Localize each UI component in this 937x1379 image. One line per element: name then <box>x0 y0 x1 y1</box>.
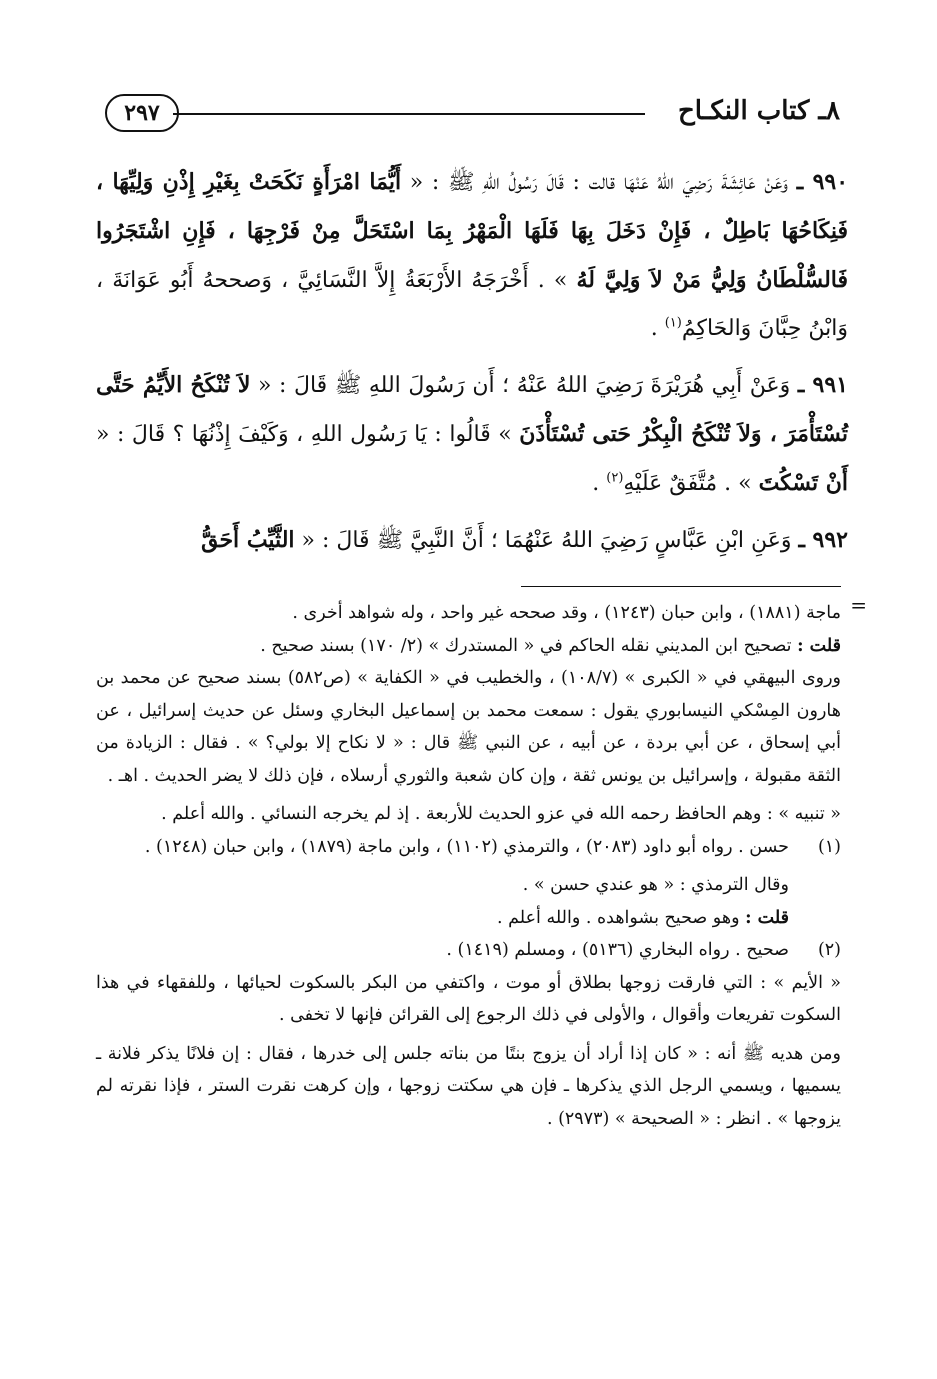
footnote-2 <box>96 934 841 967</box>
note-text: تصحيح ابن المديني نقله الحاكم في « المستدرك » (٢/ ١٧٠) بسند صحيح . <box>260 635 798 656</box>
footnote-para: ماجة (١٨٨١) ، وابن حبان (١٢٤٣) ، وقد صححه غير واحد ، وله شواهد أخرى . <box>292 603 841 623</box>
main-text <box>96 158 848 573</box>
page-header <box>105 92 840 142</box>
hadith-intro: وَعَنْ عَائِشَةَ رَضِيَ اللهُ عَنْهَا قالت : قَالَ رَسُولُ اللهِ ﷺ : « <box>401 170 797 195</box>
footnote-para: « تنبيه » : وهم الحافظ رحمه الله في عزو الحديث للأربعة . إذ لم يخرجه النسائي . والله أعلم . <box>161 804 841 824</box>
footnote-para: صحيح . رواه البخاري (٥١٣٦) ، ومسلم (١٤١٩) . <box>446 940 789 960</box>
footnote-number: (٢) <box>817 940 841 960</box>
hadith-text: أَيُّمَا امْرَأَةٍ نَكَحَتْ بِغَيْرِ إِذْنِ وَلِيِّهَا ، فَنِكَاحُهَا بَاطِلٌ ، فَإِنْ دَخَلَ بِهَا فَلَهَا الْمَهْرُ بِمَا اسْتَحَلَّ مِنْ فَرْجِهَا ، فَإِنِ اشْتَجَرُوا فَالسُّلْطَانُ وَلِيُّ مَنْ لاَ وَلِيَّ لَهُ <box>96 169 849 293</box>
page-number: ٢٩٧ <box>105 94 179 132</box>
hadith-end: . <box>650 316 665 341</box>
footnote-para <box>96 630 841 663</box>
hadith-text: لاَ تُنْكَحُ الأَيِّمُ حَتَّى تُسْتَأْمَرَ ، وَلاَ تُنْكَحُ الْبِكْرُ حَتى تُسْتَأْذَنَ <box>96 372 848 447</box>
footnote-ref: (١) <box>664 315 682 331</box>
header-rule <box>173 113 645 115</box>
hadith-text: الثَّيِّبُ أَحَقُّ <box>201 527 295 553</box>
footnote-number: (١) <box>817 836 841 857</box>
footnote-ref: (٢) <box>606 470 624 486</box>
footnotes <box>96 597 841 1135</box>
footnote-1 <box>96 831 841 935</box>
hadith-outro: » . أَخْرَجَهُ الأَرْبَعَةُ إِلاَّ النَّسَائِيَّ ، وَصححهُ أَبُو عَوَانَةَ ، وَابْنُ حِبَّانَ وَالحَاكِمُ <box>96 268 848 341</box>
note-label: قلت : <box>745 907 789 928</box>
footnote-para: وروى البيهقي في « الكبرى » (١٠٨/٧) ، والخطيب في « الكفاية » (ص٥٨٢) بسند صحيح عن محمد بن هارون المِسْكي النيسابوري يقول : سمعت محمد بن إسماعيل البخاري وسئل عن حديث إسرائيل ، عن أبي إسحاق ، عن أبي بردة ، عن أبيه ، عن النبي ﷺ قال : « لا نكاح إلا بولي؟ » . فقال : الزيادة من الثقة مقبولة ، وإسرائيل بن يونس ثقة ، وإن كان شعبة والثوري أرسلاه ، فإن ذلك لا يضر الحديث . اهـ . <box>96 668 841 786</box>
note-text: وهو صحيح بشواهده . والله أعلم . <box>497 907 746 928</box>
hadith-text-2: أَنْ تَسْكُتَ <box>758 470 848 496</box>
hadith-992 <box>96 516 848 565</box>
hadith-outro: » . مُتَّفَقٌ عَلَيْهِ <box>623 471 759 496</box>
hadith-number: ٩٩١ ـ <box>797 372 848 398</box>
continuation-mark: = <box>850 593 867 617</box>
chapter-title: ٨ـ كتاب النكـاح <box>678 96 840 126</box>
hadith-intro: وَعَنْ أَبِي هُرَيْرَةَ رَضِيَ اللهُ عَنْهُ ؛ أَن رَسُولَ اللهِ ﷺ قَالَ : « <box>250 373 798 398</box>
hadith-number: ٩٩٠ ـ <box>796 169 849 195</box>
hadith-number: ٩٩٢ ـ <box>798 527 848 553</box>
hadith-mid: » قَالُوا : يَا رَسُول اللهِ ، وَكَيْفَ إِذْنُهَا ؟ قَالَ : « <box>96 422 520 447</box>
hadith-990 <box>96 158 848 353</box>
footnote-separator <box>521 586 841 587</box>
hadith-end: . <box>592 471 607 496</box>
hadith-991 <box>96 361 848 508</box>
footnote-para <box>96 902 789 935</box>
footnote-para: « الأيم » : التي فارقت زوجها بطلاق أو موت ، واكتفي من البكر بالسكوت لحيائها ، وللفقهاء في هذا السكوت تفريعات وأقوال ، والأولى في ذلك الرجوع إلى القرائن فإنها لا تخفى . <box>96 972 841 1025</box>
footnote-para: ومن هديه ﷺ أنه : « كان إذا أراد أن يزوج بنتًا من بناته جلس إلى خدرها ، فقال : إن فلانًا يذكر فلانة ـ يسميها ، ويسمي الرجل الذي يذكرها ـ فإن هي سكتت زوجها ، وإن كرهت نقرت الستر ، فإذا نقرته لم يزوجها » . انظر : « الصحيحة » (٢٩٧٣) . <box>96 1043 841 1129</box>
hadith-intro: وَعَنِ ابْنِ عَبَّاسٍ رَضِيَ اللهُ عَنْهُمَا ؛ أَنَّ النَّبِيَّ ﷺ قَالَ : « <box>294 528 799 553</box>
footnote-para: وقال الترمذي : « هو عندي حسن » . <box>522 875 789 895</box>
footnote-para: حسن . رواه أبو داود (٢٠٨٣) ، والترمذي (١١٠٢) ، وابن ماجة (١٨٧٩) ، وابن حبان (١٢٤٨) . <box>144 836 789 857</box>
note-label: قلت : <box>797 635 841 656</box>
